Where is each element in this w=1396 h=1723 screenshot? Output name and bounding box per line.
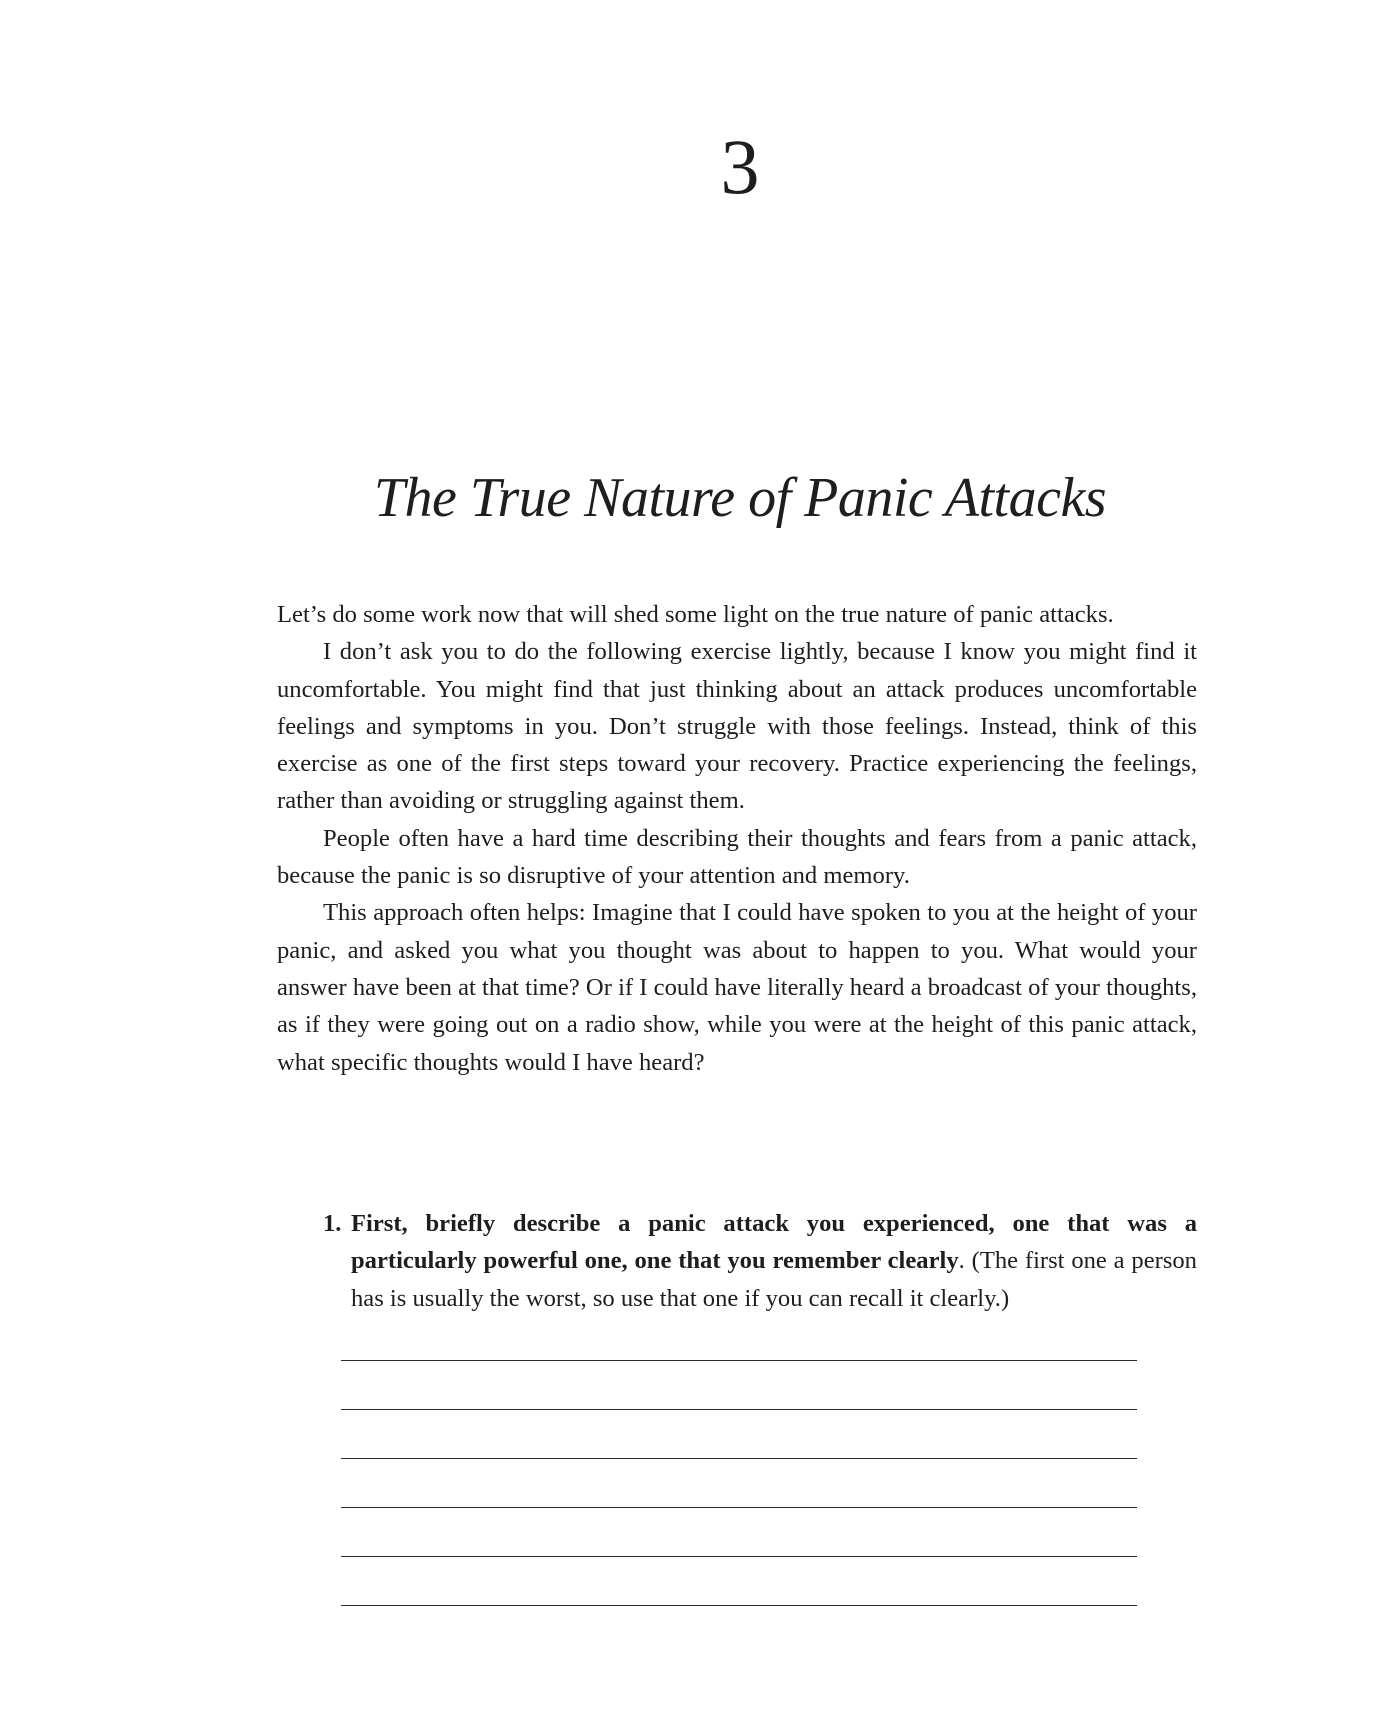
chapter-number: 3 <box>720 123 760 210</box>
paragraph: Let’s do some work now that will shed some light on the true nature of panic attacks. <box>277 601 1114 628</box>
exercise-number: 1. <box>323 1210 342 1237</box>
body-text <box>277 596 1197 1081</box>
paragraph: This approach often helps: Imagine that I could have spoken to you at the height of your panic, and asked you what you thought was about to happen to you. What would your answer have been at that time? Or if I could have literally heard a broadcast of your thoughts, as if they were going out on a radio show, while you were at the height of this panic attack, what specific thoughts would I have heard? <box>277 899 1197 1076</box>
answer-line[interactable] <box>341 1605 1137 1606</box>
exercise-prompt-bold: First, briefly describe a panic attack you experienced, one that was a particularly powerful one, one that you remember clearly <box>351 1210 1197 1275</box>
answer-line[interactable] <box>341 1507 1137 1508</box>
answer-line[interactable] <box>341 1409 1137 1410</box>
exercise-prompt <box>351 1205 1197 1317</box>
answer-line[interactable] <box>341 1556 1137 1557</box>
answer-line[interactable] <box>341 1458 1137 1459</box>
exercise-item <box>323 1205 1197 1317</box>
paragraph: I don’t ask you to do the following exercise lightly, because I know you might find it uncomfortable. You might find that just thinking about an attack produces uncomfortable feelings and symptoms in you. Don’t struggle with those feelings. Instead, think of this exercise as one of the first steps toward your recovery. Practice experiencing the feelings, rather than avoiding or struggling against them. <box>277 638 1197 815</box>
chapter-title: The True Nature of Panic Attacks <box>373 467 1107 529</box>
answer-line[interactable] <box>341 1360 1137 1361</box>
paragraph: People often have a hard time describing their thoughts and fears from a panic attack, because the panic is so disruptive of your attention and memory. <box>277 824 1197 890</box>
exercise-prompt-rest: . (The first one a person has is usually the worst, so use that one if you can recall it clearly.) <box>351 1247 1197 1312</box>
